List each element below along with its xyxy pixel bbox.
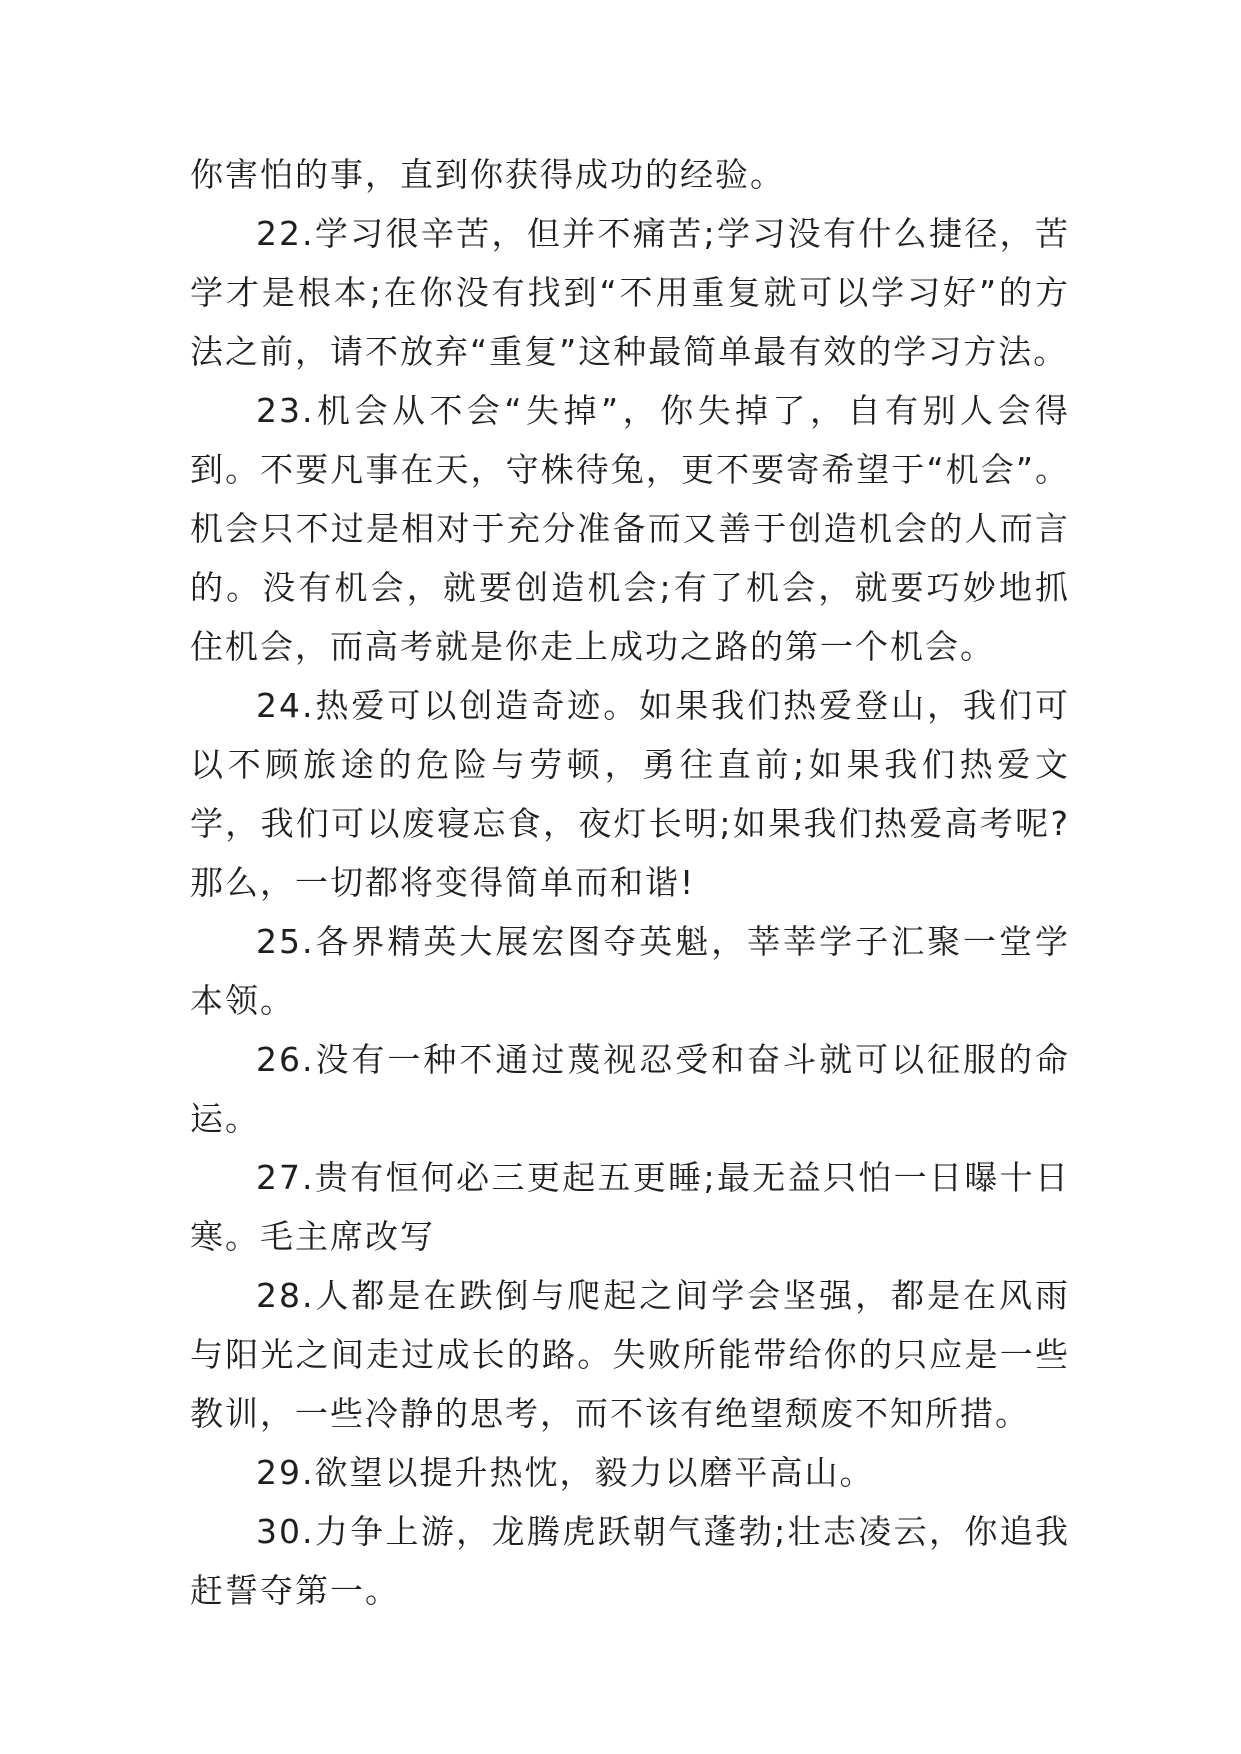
paragraph-28: 28.人都是在跌倒与爬起之间学会坚强，都是在风雨与阳光之间走过成长的路。失败所能带给你的只应是一些教训，一些冷静的思考，而不该有绝望颓废不知所措。 [190,1276,1070,1433]
paragraph-24: 24.热爱可以创造奇迹。如果我们热爱登山，我们可以不顾旅途的危险与劳顿，勇往直前;如果我们热爱文学，我们可以废寝忘食，夜灯长明;如果我们热爱高考呢?那么，一切都将变得简单而和谐! [190,686,1070,902]
paragraph-23: 23.机会从不会“失掉”，你失掉了，自有别人会得到。不要凡事在天，守株待兔，更不要寄希望于“机会”。机会只不过是相对于充分准备而又善于创造机会的人而言的。没有机会，就要创造机会;有了机会，就要巧妙地抓住机会，而高考就是你走上成功之路的第一个机会。 [190,391,1070,666]
paragraph-26: 26.没有一种不通过蔑视忍受和奋斗就可以征服的命运。 [190,1040,1070,1138]
document-body [190,145,1070,1620]
paragraph-21-continuation: 你害怕的事，直到你获得成功的经验。 [190,155,785,194]
paragraph-22: 22.学习很辛苦，但并不痛苦;学习没有什么捷径，苦学才是根本;在你没有找到“不用重复就可以学习好”的方法之前，请不放弃“重复”这种最简单最有效的学习方法。 [190,214,1070,371]
paragraph-27: 27.贵有恒何必三更起五更睡;最无益只怕一日曝十日寒。毛主席改写 [190,1158,1070,1256]
paragraph-25: 25.各界精英大展宏图夺英魁，莘莘学子汇聚一堂学本领。 [190,922,1070,1020]
paragraph-30: 30.力争上游，龙腾虎跃朝气蓬勃;壮志凌云，你追我赶誓夺第一。 [190,1512,1070,1610]
paragraph-29: 29.欲望以提升热忱，毅力以磨平高山。 [256,1453,875,1492]
